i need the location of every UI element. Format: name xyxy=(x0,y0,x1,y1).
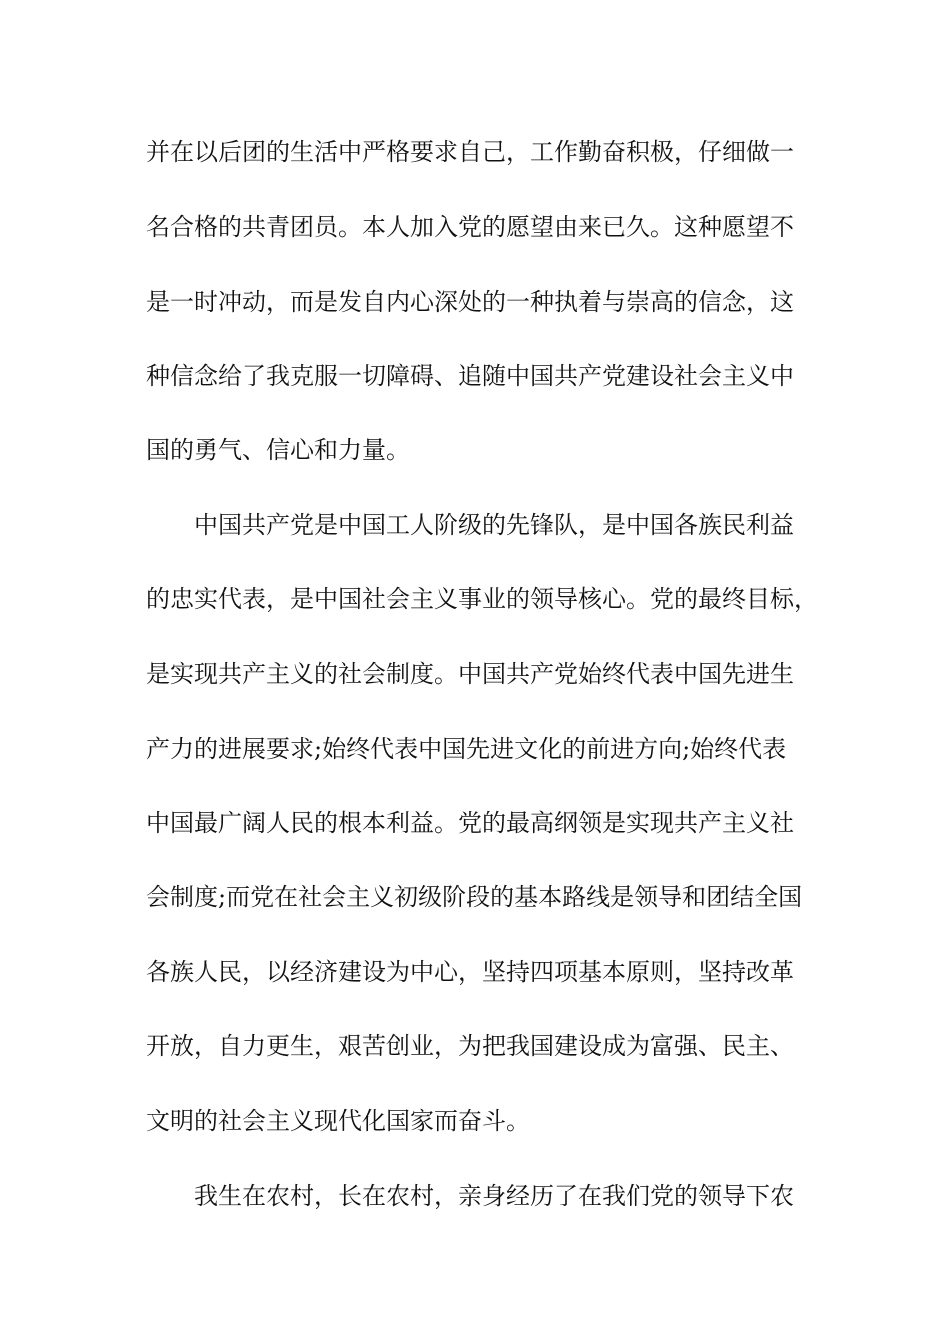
text-line: 并在以后团的生活中严格要求自己，工作勤奋积极，仔细做一 xyxy=(146,138,794,166)
text-line: 产力的进展要求;始终代表中国先进文化的前进方向;始终代表 xyxy=(146,735,787,763)
text-line: 是实现共产主义的社会制度。中国共产党始终代表中国先进生 xyxy=(146,660,794,688)
text-line: 名合格的共青团员。本人加入党的愿望由来已久。这种愿望不 xyxy=(146,213,794,241)
text-line: 种信念给了我克服一切障碍、追随中国共产党建设社会主义中 xyxy=(146,362,794,390)
text-line: 是一时冲动，而是发自内心深处的一种执着与崇高的信念，这 xyxy=(146,288,794,316)
text-line: 的忠实代表，是中国社会主义事业的领导核心。党的最终目标， xyxy=(146,585,818,613)
text-line: 我生在农村，长在农村，亲身经历了在我们党的领导下农 xyxy=(194,1182,794,1210)
text-line: 中国共产党是中国工人阶级的先锋队，是中国各族民利益 xyxy=(194,511,794,539)
text-line: 中国最广阔人民的根本利益。党的最高纲领是实现共产主义社 xyxy=(146,809,794,837)
text-line: 开放，自力更生，艰苦创业，为把我国建设成为富强、民主、 xyxy=(146,1032,794,1060)
text-line: 国的勇气、信心和力量。 xyxy=(146,436,410,464)
text-line: 文明的社会主义现代化国家而奋斗。 xyxy=(146,1107,530,1135)
text-line: 会制度;而党在社会主义初级阶段的基本路线是领导和团结全国 xyxy=(146,883,803,911)
text-line: 各族人民，以经济建设为中心，坚持四项基本原则，坚持改革 xyxy=(146,958,794,986)
